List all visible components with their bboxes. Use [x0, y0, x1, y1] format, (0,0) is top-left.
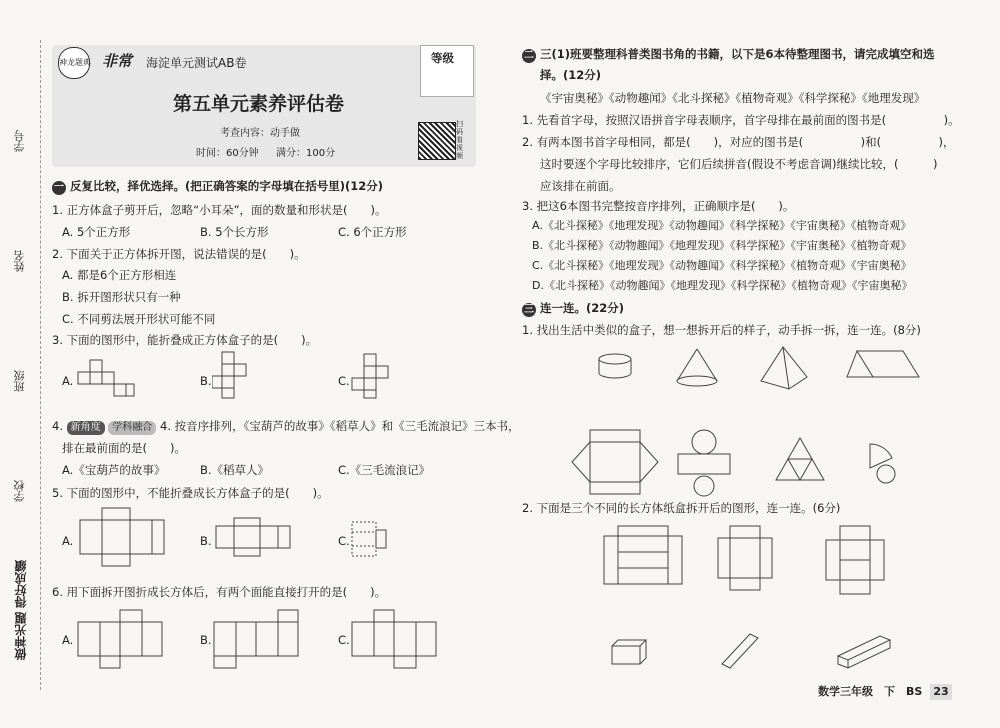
brand-logo: [58, 47, 248, 77]
solids-row: [585, 345, 925, 395]
q4-option-c: C.《三毛流浪记》: [338, 463, 431, 477]
section-1-heading: [52, 178, 383, 195]
r-question-2-line-3: 应该排在前面。: [540, 179, 621, 193]
seal-logo: 神龙题典: [58, 47, 90, 79]
question-5: 5. 下面的图形中，不能折叠成长方体盒子的是( )。: [52, 486, 329, 500]
boxes-row: [600, 628, 900, 670]
r3-option-c: C.《北斗探秘》《地理发现》《动物趣闻》《科学探秘》《植物奇观》《宇宙奥秘》: [532, 259, 912, 272]
cuboid-3-figure: [838, 636, 890, 668]
r3-option-b: B.《北斗探秘》《动物趣闻》《地理发现》《科学探秘》《宇宙奥秘》《植物奇观》: [532, 239, 912, 252]
prism-figure: [847, 351, 919, 377]
section-2-number: 二: [524, 50, 534, 61]
qr-caption: 扫码看视频: [456, 120, 463, 160]
section-3-heading: [522, 300, 624, 317]
q2-option-b: B. 拆开图形状只有一种: [62, 290, 181, 304]
footer-subject: 数学三年级 下 BS: [818, 685, 923, 698]
margin-class: 班级: [13, 370, 26, 392]
qr-code: [418, 122, 456, 160]
q5-net-a-figure: [78, 506, 168, 574]
margin-name: 姓名: [13, 250, 26, 272]
section-3-number: 三: [524, 304, 534, 315]
q3-net-c-figure: [350, 352, 400, 400]
connect-question-2: 2. 下面是三个不同的长方体纸盒拆开后的图形，连一连。(6分): [522, 501, 841, 515]
brand-name: 非常: [102, 52, 133, 70]
cuboid-2-figure: [722, 634, 758, 668]
r3-option-d: D.《北斗探秘》《动物趣闻》《地理发现》《科学探秘》《植物奇观》《宇宙奥秘》: [532, 279, 913, 292]
q3-option-c: C.: [338, 374, 350, 388]
q6-option-b: B.: [200, 633, 212, 647]
q3-net-a-figure: [76, 358, 136, 398]
tag-new-angle: 新角度: [67, 421, 105, 435]
pyramid-net-figure: [776, 438, 824, 480]
grade-label: 等级: [431, 51, 454, 65]
box-net-1-figure: [604, 526, 682, 584]
margin-slogan: 做神光題 得好成績: [14, 560, 28, 661]
q3-option-b: B.: [200, 374, 212, 388]
section-2-title-cont: 择。(12分): [540, 68, 602, 82]
q1-option-c: C. 6个正方形: [338, 225, 407, 239]
r-question-1: 1. 先看首字母，按照汉语拼音字母表顺序，首字母排在最前面的图书是( )。: [522, 113, 960, 127]
series-name: 海淀单元测试AB卷: [146, 56, 247, 70]
page-title: 第五单元素养评估卷: [173, 93, 345, 115]
grade-box: [420, 45, 474, 97]
margin-student-id: 学号: [13, 130, 26, 152]
prism-net-figure: [572, 430, 658, 494]
q1-option-a: A. 5个正方形: [62, 225, 131, 239]
q6-option-c: C.: [338, 633, 350, 647]
binding-line: [40, 40, 42, 690]
q6-option-a: A.: [62, 633, 74, 647]
q2-option-a: A. 都是6个正方形相连: [62, 268, 177, 282]
page-number: 23: [930, 684, 952, 700]
q5-option-b: B.: [200, 534, 212, 548]
exam-time: 时间：60分钟: [196, 148, 259, 159]
box-nets-row: [600, 522, 900, 598]
connect-question-1: 1. 找出生活中类似的盒子，想一想拆开后的样子，动手拆一拆，连一连。(8分): [522, 323, 921, 337]
box-net-2-figure: [718, 526, 772, 590]
pyramid-figure: [761, 347, 807, 389]
exam-score: 满分：100分: [276, 148, 336, 159]
margin-school: 学校: [13, 480, 26, 502]
section-1-title: 反复比较，择优选择。(把正确答案的字母填在括号里)(12分): [70, 179, 384, 193]
section-2-heading: [522, 46, 935, 63]
question-3: 3. 下面的图形中，能折叠成正方体盒子的是( )。: [52, 333, 318, 347]
q6-net-b-figure: [212, 606, 304, 674]
cylinder-figure: [599, 354, 631, 378]
r-question-3: 3. 把这6本图书完整按音序排列，正确顺序是( )。: [522, 199, 795, 213]
q5-option-c: C.: [338, 534, 350, 548]
r-question-2: 2. 有两本图书首字母相同，都是( )，对应的图书是( )和( )，: [522, 135, 955, 149]
tag-interdisciplinary: 学科融合: [108, 421, 156, 435]
question-4-text-2: 排在最前面的是( )。: [62, 441, 186, 455]
q3-option-a: A.: [62, 374, 74, 388]
exam-scope: 考查内容：动手做: [220, 128, 300, 139]
q4-option-a: A.《宝葫芦的故事》: [62, 463, 166, 477]
q6-net-c-figure: [350, 606, 442, 674]
q5-option-a: A.: [62, 534, 74, 548]
cone-net-figure: [870, 444, 895, 483]
book-list: 《宇宙奥秘》《动物趣闻》《北斗探秘》《植物奇观》《科学探秘》《地理发现》: [540, 91, 926, 105]
q5-net-c-figure: [350, 520, 390, 560]
q4-option-b: B.《稻草人》: [200, 463, 270, 477]
cylinder-net-figure: [678, 430, 730, 496]
question-4-text: 4. 按音序排列，《宝葫芦的故事》《稻草人》和《三毛流浪记》三本书，: [160, 419, 520, 433]
question-2: 2. 下面关于正方体拆开图，说法错误的是( )。: [52, 247, 306, 261]
question-6: 6. 用下面拆开图折成长方体后，有两个面能直接打开的是( )。: [52, 585, 387, 599]
question-1: 1. 正方体盒子剪开后，忽略“小耳朵”，面的数量和形状是( )。: [52, 203, 387, 217]
box-net-3-figure: [826, 526, 884, 594]
q1-option-b: B. 5个长方形: [200, 225, 269, 239]
section-1-number: 一: [54, 182, 64, 193]
r-question-2-line-2: 这时要逐个字母比较排序，它们后续拼音(假设不考虑音调)继续比较，( ): [540, 157, 938, 171]
q2-option-c: C. 不同剪法展开形状可能不同: [62, 312, 216, 326]
cuboid-1-figure: [612, 640, 646, 664]
cone-figure: [677, 349, 717, 386]
q3-net-b-figure: [212, 350, 252, 400]
section-2-title: 三(1)班要整理科普类图书角的书籍，以下是6本待整理图书，请完成填空和选: [540, 47, 935, 61]
section-3-title: 连一连。(22分): [540, 301, 625, 315]
r3-option-a: A.《北斗探秘》《地理发现》《动物趣闻》《科学探秘》《宇宙奥秘》《植物奇观》: [532, 219, 912, 232]
q6-net-a-figure: [76, 606, 168, 674]
question-4: [52, 418, 156, 435]
q5-net-b-figure: [214, 516, 294, 560]
nets-row: [570, 428, 920, 498]
q4-number: 4.: [52, 419, 63, 433]
